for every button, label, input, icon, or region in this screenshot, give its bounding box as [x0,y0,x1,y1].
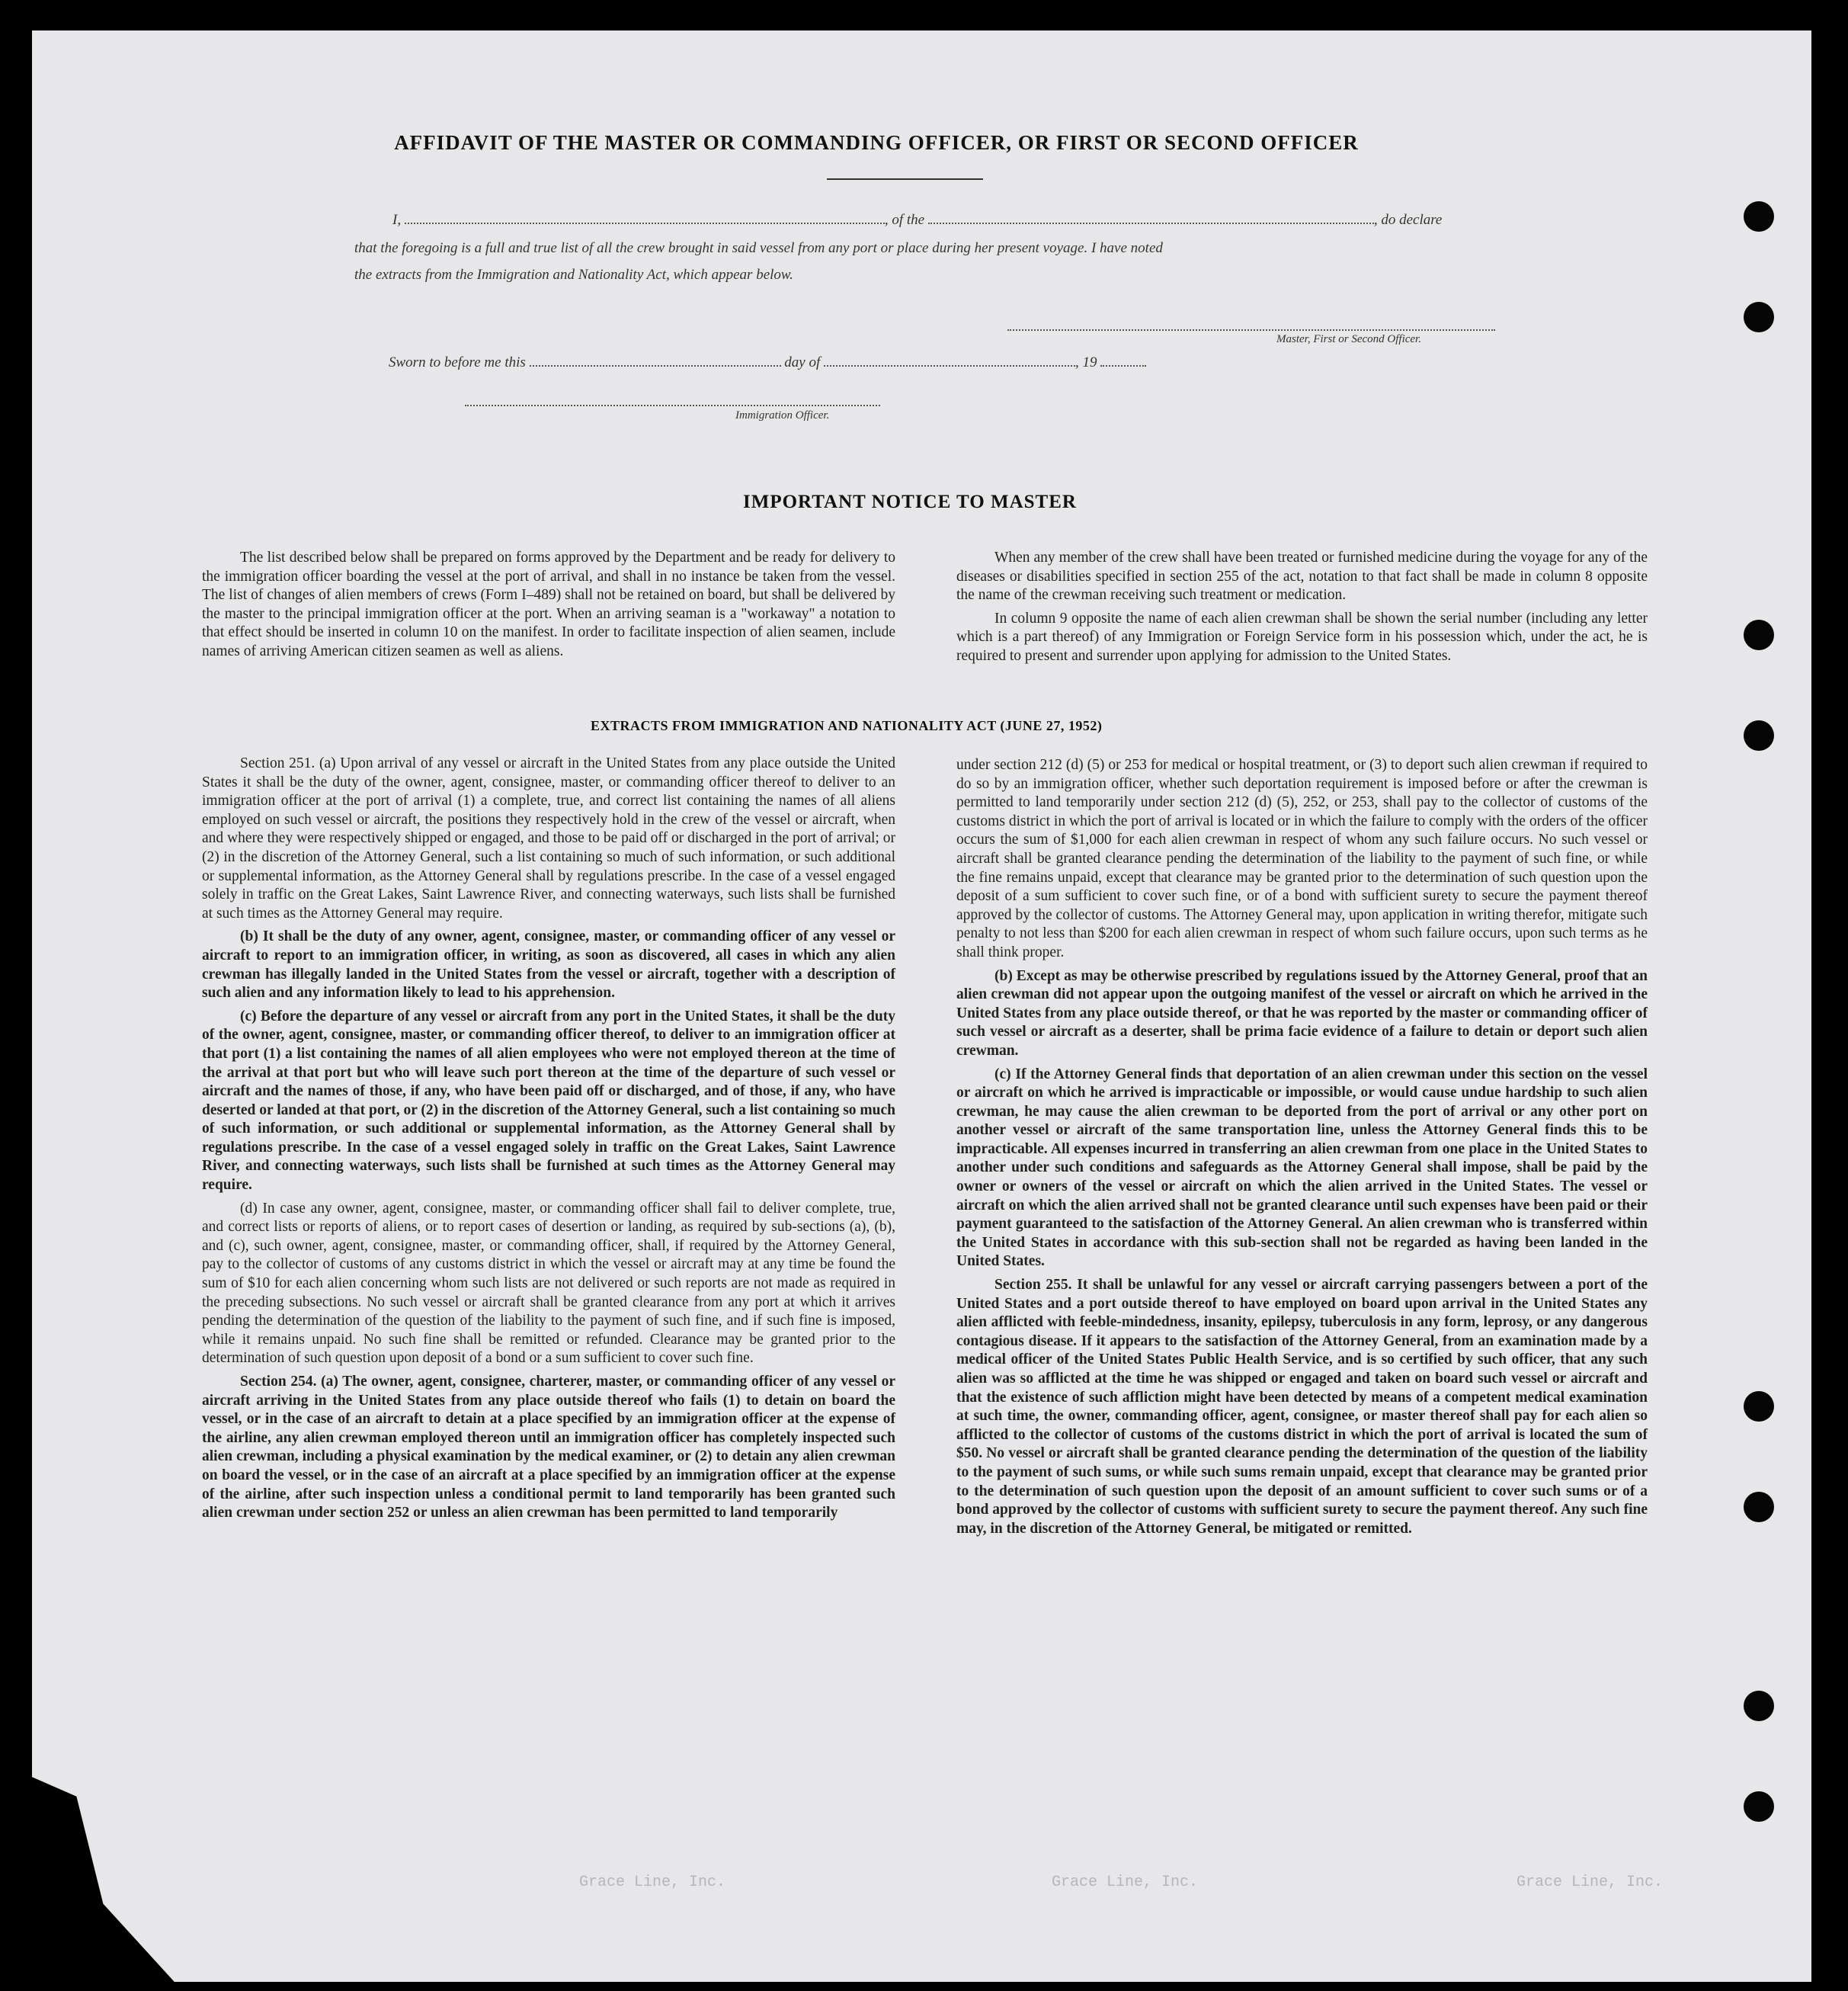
section-251c: (c) Before the departure of any vessel or aircraft from any port in the United States, it shall be the duty of the owner, agent, consignee, master, or commanding officer thereof, to deliver to an immigration officer at that port (1) a list containing the names of all alien employees who were not employed thereon at the time of the arrival at that port but who will leave such port thereon at the time of the departure of such vessel or aircraft and the names of those, if any, who have been paid off or discharged, and of those, if any, who have deserted or landed at that port, or (2) in the discretion of the Attorney General, such a list containing so much of such information, or such additional or supplemental information, as the Attorney General shall by regulations prescribe. In the case of a vessel engaged solely in traffic on the Great Lakes, Saint Lawrence River, and connecting waterways, such lists shall be furnished at such times as the Attorney General may require. [202,1008,895,1194]
declaration-line: I, , of the , do declare [392,212,1443,228]
extracts-left-column [202,755,895,1528]
master-signature-line [1007,329,1495,331]
binder-hole [1744,201,1774,232]
title-rule [827,178,983,180]
notice-paragraph: When any member of the crew shall have been treated or furnished medicine during the voyage for any of the diseases or disabilities specified in section 255 of the act, notation to that fact shall be made in column 8 opposite the name of the crewman receiving such treatment or medication. [956,550,1648,604]
declaration-text: the extracts from the Immigration and Nationality Act, which appear below. [354,267,793,283]
bleed-through-text: Grace Line, Inc. [1517,1874,1664,1891]
notice-paragraph: In column 9 opposite the name of each alien crewman shall be shown the serial number (including any letter which is a part thereof) of any Immigration or Foreign Service form in his possession which, under the act, he is required to present and surrender upon applying for admission to the United States. [956,610,1648,664]
immigration-officer-caption: Immigration Officer. [735,409,830,422]
sworn-line: Sworn to before me this day of , 19 [389,354,1146,371]
bleed-through-text: Grace Line, Inc. [579,1874,726,1891]
binder-hole [1744,1391,1774,1422]
notice-left-column [202,549,895,666]
declaration-text: that the foregoing is a full and true list of all the crew brought in said vessel from any port or place during her present voyage. I have noted [354,240,1163,256]
binder-hole [1744,1492,1774,1522]
binder-hole [1744,1791,1774,1822]
notice-title: IMPORTANT NOTICE TO MASTER [743,492,1077,512]
notice-right-column [956,549,1648,671]
binder-hole [1744,1691,1774,1721]
extracts-right-column [956,756,1648,1543]
section-251a: Section 251. (a) Upon arrival of any vessel or aircraft in the United States from any place outside the United States it shall be the duty of the owner, agent, consignee, master, or commanding officer thereof to deliver to an immigration officer at the port of arrival (1) a complete, true, and correct list containing the names of all aliens employed on such vessel or aircraft, the positions they respectively hold in the crew of the vessel or aircraft, when and where they were respectively shipped or engaged, and those to be paid off or discharged in the port of arrival; or (2) in the discretion of the Attorney General, such a list containing so much of such information, or such additional or supplemental information, as the Attorney General shall by regulations prescribe. In the case of a vessel engaged solely in traffic on the Great Lakes, Saint Lawrence River, and connecting waterways, such lists shall be furnished at such times as the Attorney General may require. [202,755,895,922]
section-251b: (b) It shall be the duty of any owner, agent, consignee, master, or commanding officer of any vessel or aircraft to report to an immigration officer, in writing, as soon as discovered, all cases in which any alien crewman has illegally landed in the United States from the vessel or aircraft, together with a description of such alien and any information likely to lead to his apprehension. [202,928,895,1002]
section-254c: (c) If the Attorney General finds that deportation of an alien crewman under this section on the vessel or aircraft on which he arrived is impracticable or impossible, or would cause undue hardship to such alien crewman, he may cause the alien crewman to be deported from the port of arrival or any other port on another vessel or aircraft of the same transportation line, unless the Attorney General finds this to be impracticable. All expenses incurred in transferring an alien crewman from one place in the United States to another under such conditions and safeguards as the Attorney General shall impose, shall be paid by the owner or owners of the vessel or aircraft on which the alien arrived in the United States. The vessel or aircraft on which the alien arrived shall not be granted clearance until such expenses have been paid or their payment guaranteed to the satisfaction of the Attorney General. An alien crewman who is transferred within the United States in accordance with this sub-section shall not be regarded as having been landed in the United States. [956,1066,1648,1270]
affidavit-title: AFFIDAVIT OF THE MASTER OR COMMANDING OFFICER, OR FIRST OR SECOND OFFICER [394,131,1359,154]
section-254b: (b) Except as may be otherwise prescribed by regulations issued by the Attorney General, proof that an alien crewman did not appear upon the outgoing manifest of the vessel or aircraft on which he arrived in the United States from any place outside thereof, or that he was reported by the master or commanding officer of such vessel or aircraft as a deserter, shall be prima facie evidence of a failure to detain or deport such alien crewman. [956,967,1648,1059]
section-255: Section 255. It shall be unlawful for any vessel or aircraft carrying passengers between a port of the United States and a port outside thereof to have employed on board upon arrival in the United States any alien afflicted with feeble-mindedness, insanity, epilepsy, tuberculosis in any form, leprosy, or any dangerous contagious disease. If it appears to the satisfaction of the Attorney General, from an examination made by a medical officer of the United States Public Health Service, and is so certified by such officer, that any such alien was so afflicted at the time he was shipped or engaged and taken on board such vessel or aircraft and that the existence of such affliction might have been detected by means of a competent medical examination at such time, the owner, commanding officer, agent, consignee, or master thereof shall pay for each alien so afflicted to the collector of customs of the customs district in which the port of arrival is located the sum of $50. No vessel or aircraft shall be granted clearance pending the determination of the question of the liability to the payment of such sums, or while such sums remain unpaid, except that clearance may be granted prior to the determination of such question upon the deposit of an amount sufficient to cover such sums or of a bond approved by the collector of customs with sufficient surety to secure the payment thereof. Any such fine may, in the discretion of the Attorney General, be mitigated or remitted. [956,1277,1648,1537]
binder-hole [1744,720,1774,751]
section-251d: (d) In case any owner, agent, consignee, master, or commanding officer shall fail to deliver complete, true, and correct lists or reports of aliens, or to report cases of desertion or landing, as required by sub-sections (a), (b), and (c), such owner, agent, consignee, master, or commanding officer, shall, if required by the Attorney General, pay to the collector of customs of any customs district in which the vessel or aircraft may at any time be found the sum of $10 for each alien concerning whom such lists are not delivered or such reports are not made as required in the preceding subsections. No such vessel or aircraft shall be granted clearance from any port at which it arrives pending the determination of the question of the liability to the payment of such fine, and if such fine is imposed, while it remains unpaid. No such fine shall be remitted or refunded. Clearance may be granted prior to the determination of such question upon deposit of a bond or a sum sufficient to cover such fine. [202,1200,895,1367]
master-caption: Master, First or Second Officer. [1276,333,1421,345]
binder-hole [1744,302,1774,332]
section-254a-continued: under section 212 (d) (5) or 253 for medical or hospital treatment, or (3) to deport such alien crewman if required to do so by an immigration officer, whether such deportation requirement is imposed before or after the crewman is permitted to land temporarily under section 212 (d) (5), 252, or 253, shall pay to the collector of customs of the customs district in which the port of arrival is located or in which the failure to comply with the orders of the officer occurs the sum of $1,000 for each alien crewman in respect of whom any such failure occurs. No such vessel or aircraft shall be granted clearance pending the determination of the liability to the payment of such fine, or while the fine remains unpaid, except that clearance may be granted prior to the determination of such question upon the deposit of a sum sufficient to cover such fine, or of a bond with sufficient surety to secure the payment thereof approved by the collector of customs. The Attorney General may, upon application in writing therefor, mitigate such penalty to not less than $200 for each alien crewman in respect of whom such failure occurs, upon such terms as he shall think proper. [956,757,1648,960]
binder-hole [1744,620,1774,650]
immigration-officer-line [465,405,880,406]
bleed-through-text: Grace Line, Inc. [1052,1874,1199,1891]
extracts-title: EXTRACTS FROM IMMIGRATION AND NATIONALITY ACT (JUNE 27, 1952) [591,718,1103,733]
section-254a: Section 254. (a) The owner, agent, consignee, charterer, master, or commanding officer of any vessel or aircraft arriving in the United States from any place outside thereof who fails (1) to detain on board the vessel, or in the case of an aircraft to detain at a place specified by an immigration officer at the expense of the airline, any alien crewman employed thereon until an immigration officer has completely inspected such alien crewman, including a physical examination by the medical examiner, or (2) to detain any alien crewman on board the vessel, or in the case of an aircraft at a place specified by an immigration officer at the expense of the airline, after such inspection unless a conditional permit to land temporarily has been granted such alien crewman under section 252 or unless an alien crewman has been permitted to land temporarily [202,1374,895,1521]
notice-paragraph: The list described below shall be prepared on forms approved by the Department and be ready for delivery to the immigration officer boarding the vessel at the port of arrival, and shall in no instance be taken from the vessel. The list of changes of alien members of crews (Form I–489) shall not be retained on board, but shall be delivered by the master to the principal immigration officer at the port. When an arriving seaman is a "workaway" a notation to that effect should be inserted in column 10 on the manifest. In order to facilitate inspection of alien seamen, include names of arriving American citizen seamen as well as aliens. [202,550,895,659]
